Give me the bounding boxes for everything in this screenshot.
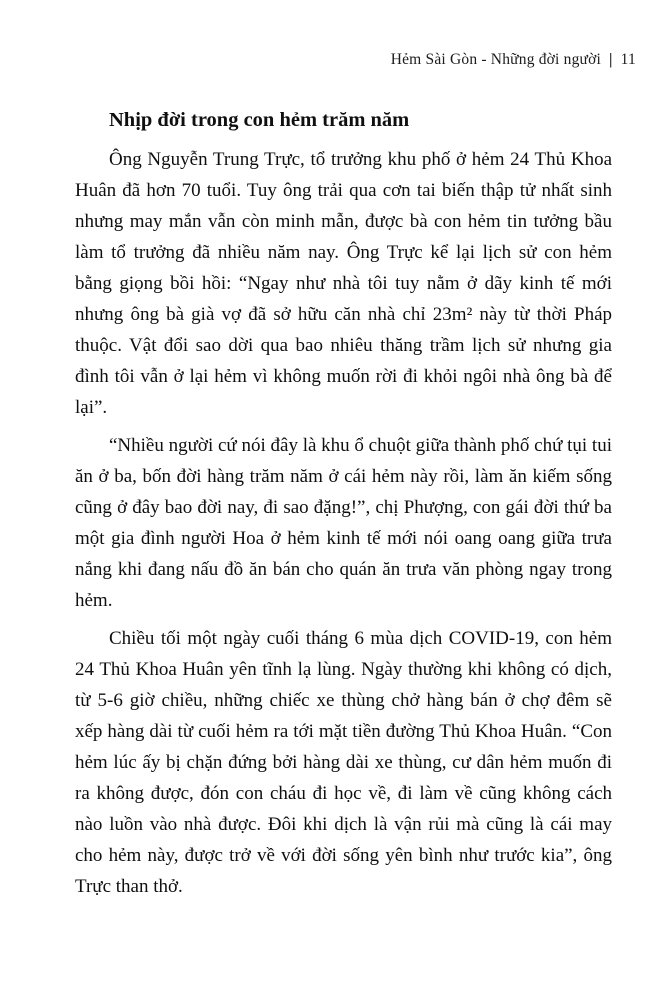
page-number: 11 xyxy=(620,51,636,68)
page-header xyxy=(75,50,636,70)
paragraph-1: Ông Nguyễn Trung Trực, tổ trưởng khu phố ở hẻm 24 Thủ Khoa Huân đã hơn 70 tuổi. Tuy ông trải qua cơn tai biến thập tử nhất sinh nhưng may mắn vẫn còn minh mẫn, được bà con hẻm tin tưởng bầu làm tổ trưởng đã nhiều năm nay. Ông Trực kể lại lịch sử con hẻm bằng giọng bồi hồi: “Ngay như nhà tôi tuy nằm ở dãy kinh tế mới nhưng ông bà già vợ đã sở hữu căn nhà chỉ 23m² này từ thời Pháp thuộc. Vật đổi sao dời qua bao nhiêu thăng trầm lịch sử nhưng gia đình tôi vẫn ở lại hẻm vì không muốn rời đi khỏi ngôi nhà ông bà để lại”. xyxy=(75,149,612,418)
paragraph-3: Chiều tối một ngày cuối tháng 6 mùa dịch COVID-19, con hẻm 24 Thủ Khoa Huân yên tĩnh lạ lùng. Ngày thường khi không có dịch, từ 5-6 giờ chiều, những chiếc xe thùng chở hàng bán ở chợ đêm sẽ xếp hàng dài từ cuối hẻm ra tới mặt tiền đường Thủ Khoa Huân. “Con hẻm lúc ấy bị chặn đứng bởi hàng dài xe thùng, cư dân hẻm muốn đi ra không được, đón con cháu đi học về, đi làm về cũng không cách nào luồn vào nhà được. Đôi khi dịch là vận rủi mà cũng là cái may cho hẻm này, được trở về với đời sống yên bình như trước kia”, ông Trực than thở. xyxy=(75,628,612,897)
section-heading: Nhịp đời trong con hẻm trăm năm xyxy=(109,109,410,131)
paragraph-2: “Nhiều người cứ nói đây là khu ổ chuột giữa thành phố chứ tụi tui ăn ở ba, bốn đời hàng trăm năm ở cái hẻm này rồi, làm ăn kiếm sống cũng ở đây bao đời nay, đi sao đặng!”, chị Phượng, con gái đời thứ ba một gia đình người Hoa ở hẻm kinh tế mới nói oang oang giữa trưa nắng khi đang nấu đồ ăn bán cho quán ăn trưa văn phòng ngay trong hẻm. xyxy=(75,435,612,611)
header-separator: | xyxy=(609,51,613,68)
page-content xyxy=(75,106,612,902)
running-title: Hẻm Sài Gòn - Những đời người xyxy=(390,51,602,68)
